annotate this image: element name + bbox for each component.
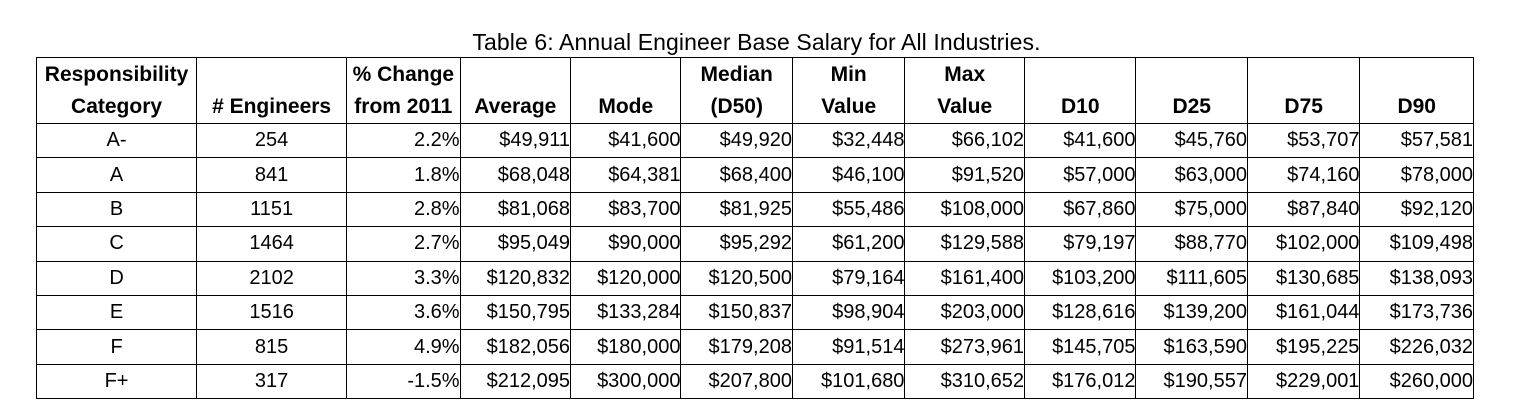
table-cell: $41,600 [571, 124, 681, 158]
table-cell: $195,225 [1247, 330, 1359, 364]
table-cell: A- [37, 124, 197, 158]
table-row [37, 261, 1474, 295]
column-header-line2: Value [937, 95, 993, 118]
column-header-line2: D10 [1060, 95, 1100, 118]
column-header [1247, 58, 1359, 124]
table-cell: $129,588 [905, 227, 1025, 261]
column-header-line1: Median [700, 63, 773, 86]
table-row [37, 158, 1474, 192]
table-cell: $68,400 [681, 158, 792, 192]
table-cell: $120,500 [681, 261, 792, 295]
column-header [681, 58, 792, 124]
table-cell: $67,860 [1025, 192, 1136, 226]
column-header [1025, 58, 1136, 124]
table-cell: $108,000 [905, 192, 1025, 226]
table-cell: 815 [197, 330, 347, 364]
table-cell: $91,520 [905, 158, 1025, 192]
table-cell: $91,514 [792, 330, 904, 364]
table-cell: $182,056 [460, 330, 570, 364]
table-cell: $57,581 [1360, 124, 1474, 158]
table-cell: 2.2% [347, 124, 461, 158]
table-cell: $138,093 [1360, 261, 1474, 295]
column-header-line2: Average [474, 95, 557, 118]
table-cell: $32,448 [792, 124, 904, 158]
table-cell: $120,000 [571, 261, 681, 295]
column-header-line1 [1025, 59, 1135, 91]
column-header-line1: Min [830, 63, 867, 86]
column-header-line1 [461, 59, 570, 91]
table-cell: 1516 [197, 295, 347, 329]
table-cell: A [37, 158, 197, 192]
table-cell: $53,707 [1247, 124, 1359, 158]
column-header [1360, 58, 1474, 124]
table-cell: $68,048 [460, 158, 570, 192]
table-cell: 3.6% [347, 295, 461, 329]
table-cell: $176,012 [1025, 364, 1136, 398]
table-cell: $81,925 [681, 192, 792, 226]
table-cell: $103,200 [1025, 261, 1136, 295]
table-cell: $145,705 [1025, 330, 1136, 364]
table-cell: $41,600 [1025, 124, 1136, 158]
table-cell: $63,000 [1136, 158, 1247, 192]
column-header-line1: % Change [352, 63, 455, 86]
table-cell: $45,760 [1136, 124, 1247, 158]
table-cell: $150,837 [681, 295, 792, 329]
table-cell: $66,102 [905, 124, 1025, 158]
table-cell: 4.9% [347, 330, 461, 364]
header-row [37, 58, 1474, 124]
column-header [37, 58, 197, 124]
table-cell: $83,700 [571, 192, 681, 226]
table-cell: $203,000 [905, 295, 1025, 329]
column-header-line2: D90 [1397, 95, 1436, 118]
column-header [197, 58, 347, 124]
table-cell: 1.8% [347, 158, 461, 192]
table-cell: $81,068 [460, 192, 570, 226]
table-cell: $79,197 [1025, 227, 1136, 261]
table-row [37, 227, 1474, 261]
table-cell: $120,832 [460, 261, 570, 295]
table-cell: $75,000 [1136, 192, 1247, 226]
column-header-line2: from 2011 [354, 95, 453, 118]
table-cell: $163,590 [1136, 330, 1247, 364]
table-cell: 841 [197, 158, 347, 192]
table-cell: D [37, 261, 197, 295]
table-cell: $78,000 [1360, 158, 1474, 192]
table-row [37, 330, 1474, 364]
column-header-line1 [571, 59, 680, 91]
table-cell: $300,000 [571, 364, 681, 398]
table-cell: $179,208 [681, 330, 792, 364]
table-cell: F+ [37, 364, 197, 398]
table-row [37, 295, 1474, 329]
column-header-line2: D75 [1284, 95, 1323, 118]
table-cell: $161,044 [1247, 295, 1359, 329]
table-cell: 2102 [197, 261, 347, 295]
table-title: Table 6: Annual Engineer Base Salary for All Industries. [472, 29, 1041, 55]
table-cell: $95,049 [460, 227, 570, 261]
table-cell: $46,100 [792, 158, 904, 192]
column-header-line1 [1136, 59, 1246, 91]
table-cell: F [37, 330, 197, 364]
table-cell: -1.5% [347, 364, 461, 398]
salary-table [36, 57, 1474, 399]
column-header-line2: Category [71, 95, 163, 118]
column-header-line2: # Engineers [212, 95, 332, 118]
table-cell: $173,736 [1360, 295, 1474, 329]
column-header-line2: Value [821, 95, 877, 118]
table-cell: $133,284 [571, 295, 681, 329]
table-cell: $88,770 [1136, 227, 1247, 261]
table-cell: $98,904 [792, 295, 904, 329]
table-cell: 3.3% [347, 261, 461, 295]
table-cell: 317 [197, 364, 347, 398]
table-cell: B [37, 192, 197, 226]
table-cell: $49,911 [460, 124, 570, 158]
table-cell: $180,000 [571, 330, 681, 364]
table-cell: $207,800 [681, 364, 792, 398]
table-cell: $49,920 [681, 124, 792, 158]
table-row [37, 124, 1474, 158]
table-cell: $273,961 [905, 330, 1025, 364]
table-cell: $310,652 [905, 364, 1025, 398]
table-cell: $130,685 [1247, 261, 1359, 295]
table-cell: $74,160 [1247, 158, 1359, 192]
table-body [37, 124, 1474, 399]
column-header [792, 58, 904, 124]
column-header-line2: D25 [1172, 95, 1211, 118]
table-cell: $90,000 [571, 227, 681, 261]
table-cell: $128,616 [1025, 295, 1136, 329]
column-header-line1: Max [944, 63, 986, 86]
column-header [347, 58, 461, 124]
table-cell: $102,000 [1247, 227, 1359, 261]
table-row [37, 192, 1474, 226]
table-cell: $139,200 [1136, 295, 1247, 329]
column-header [571, 58, 681, 124]
table-cell: $101,680 [792, 364, 904, 398]
table-cell: $109,498 [1360, 227, 1474, 261]
column-header-line1: Responsibility [44, 63, 189, 86]
table-cell: $92,120 [1360, 192, 1474, 226]
table-cell: $260,000 [1360, 364, 1474, 398]
table-cell: C [37, 227, 197, 261]
table-cell: $229,001 [1247, 364, 1359, 398]
table-cell: $57,000 [1025, 158, 1136, 192]
column-header [460, 58, 570, 124]
table-cell: $55,486 [792, 192, 904, 226]
table-cell: 254 [197, 124, 347, 158]
table-cell: $61,200 [792, 227, 904, 261]
table-cell: 2.7% [347, 227, 461, 261]
table-cell: $64,381 [571, 158, 681, 192]
column-header-line1 [1248, 59, 1359, 91]
column-header [1136, 58, 1247, 124]
column-header-line2: (D50) [710, 95, 763, 118]
table-cell: 1151 [197, 192, 347, 226]
table-cell: $150,795 [460, 295, 570, 329]
table-cell: $190,557 [1136, 364, 1247, 398]
table-cell: 1464 [197, 227, 347, 261]
table-cell: $87,840 [1247, 192, 1359, 226]
column-header [905, 58, 1025, 124]
table-cell: $161,400 [905, 261, 1025, 295]
column-header-line1 [1360, 59, 1473, 91]
column-header-line1 [197, 59, 346, 91]
table-cell: $111,605 [1136, 261, 1247, 295]
table-cell: $79,164 [792, 261, 904, 295]
table-cell: $226,032 [1360, 330, 1474, 364]
table-cell: $95,292 [681, 227, 792, 261]
table-cell: 2.8% [347, 192, 461, 226]
table-cell: E [37, 295, 197, 329]
column-header-line2: Mode [598, 95, 654, 118]
table-row [37, 364, 1474, 398]
table-cell: $212,095 [460, 364, 570, 398]
